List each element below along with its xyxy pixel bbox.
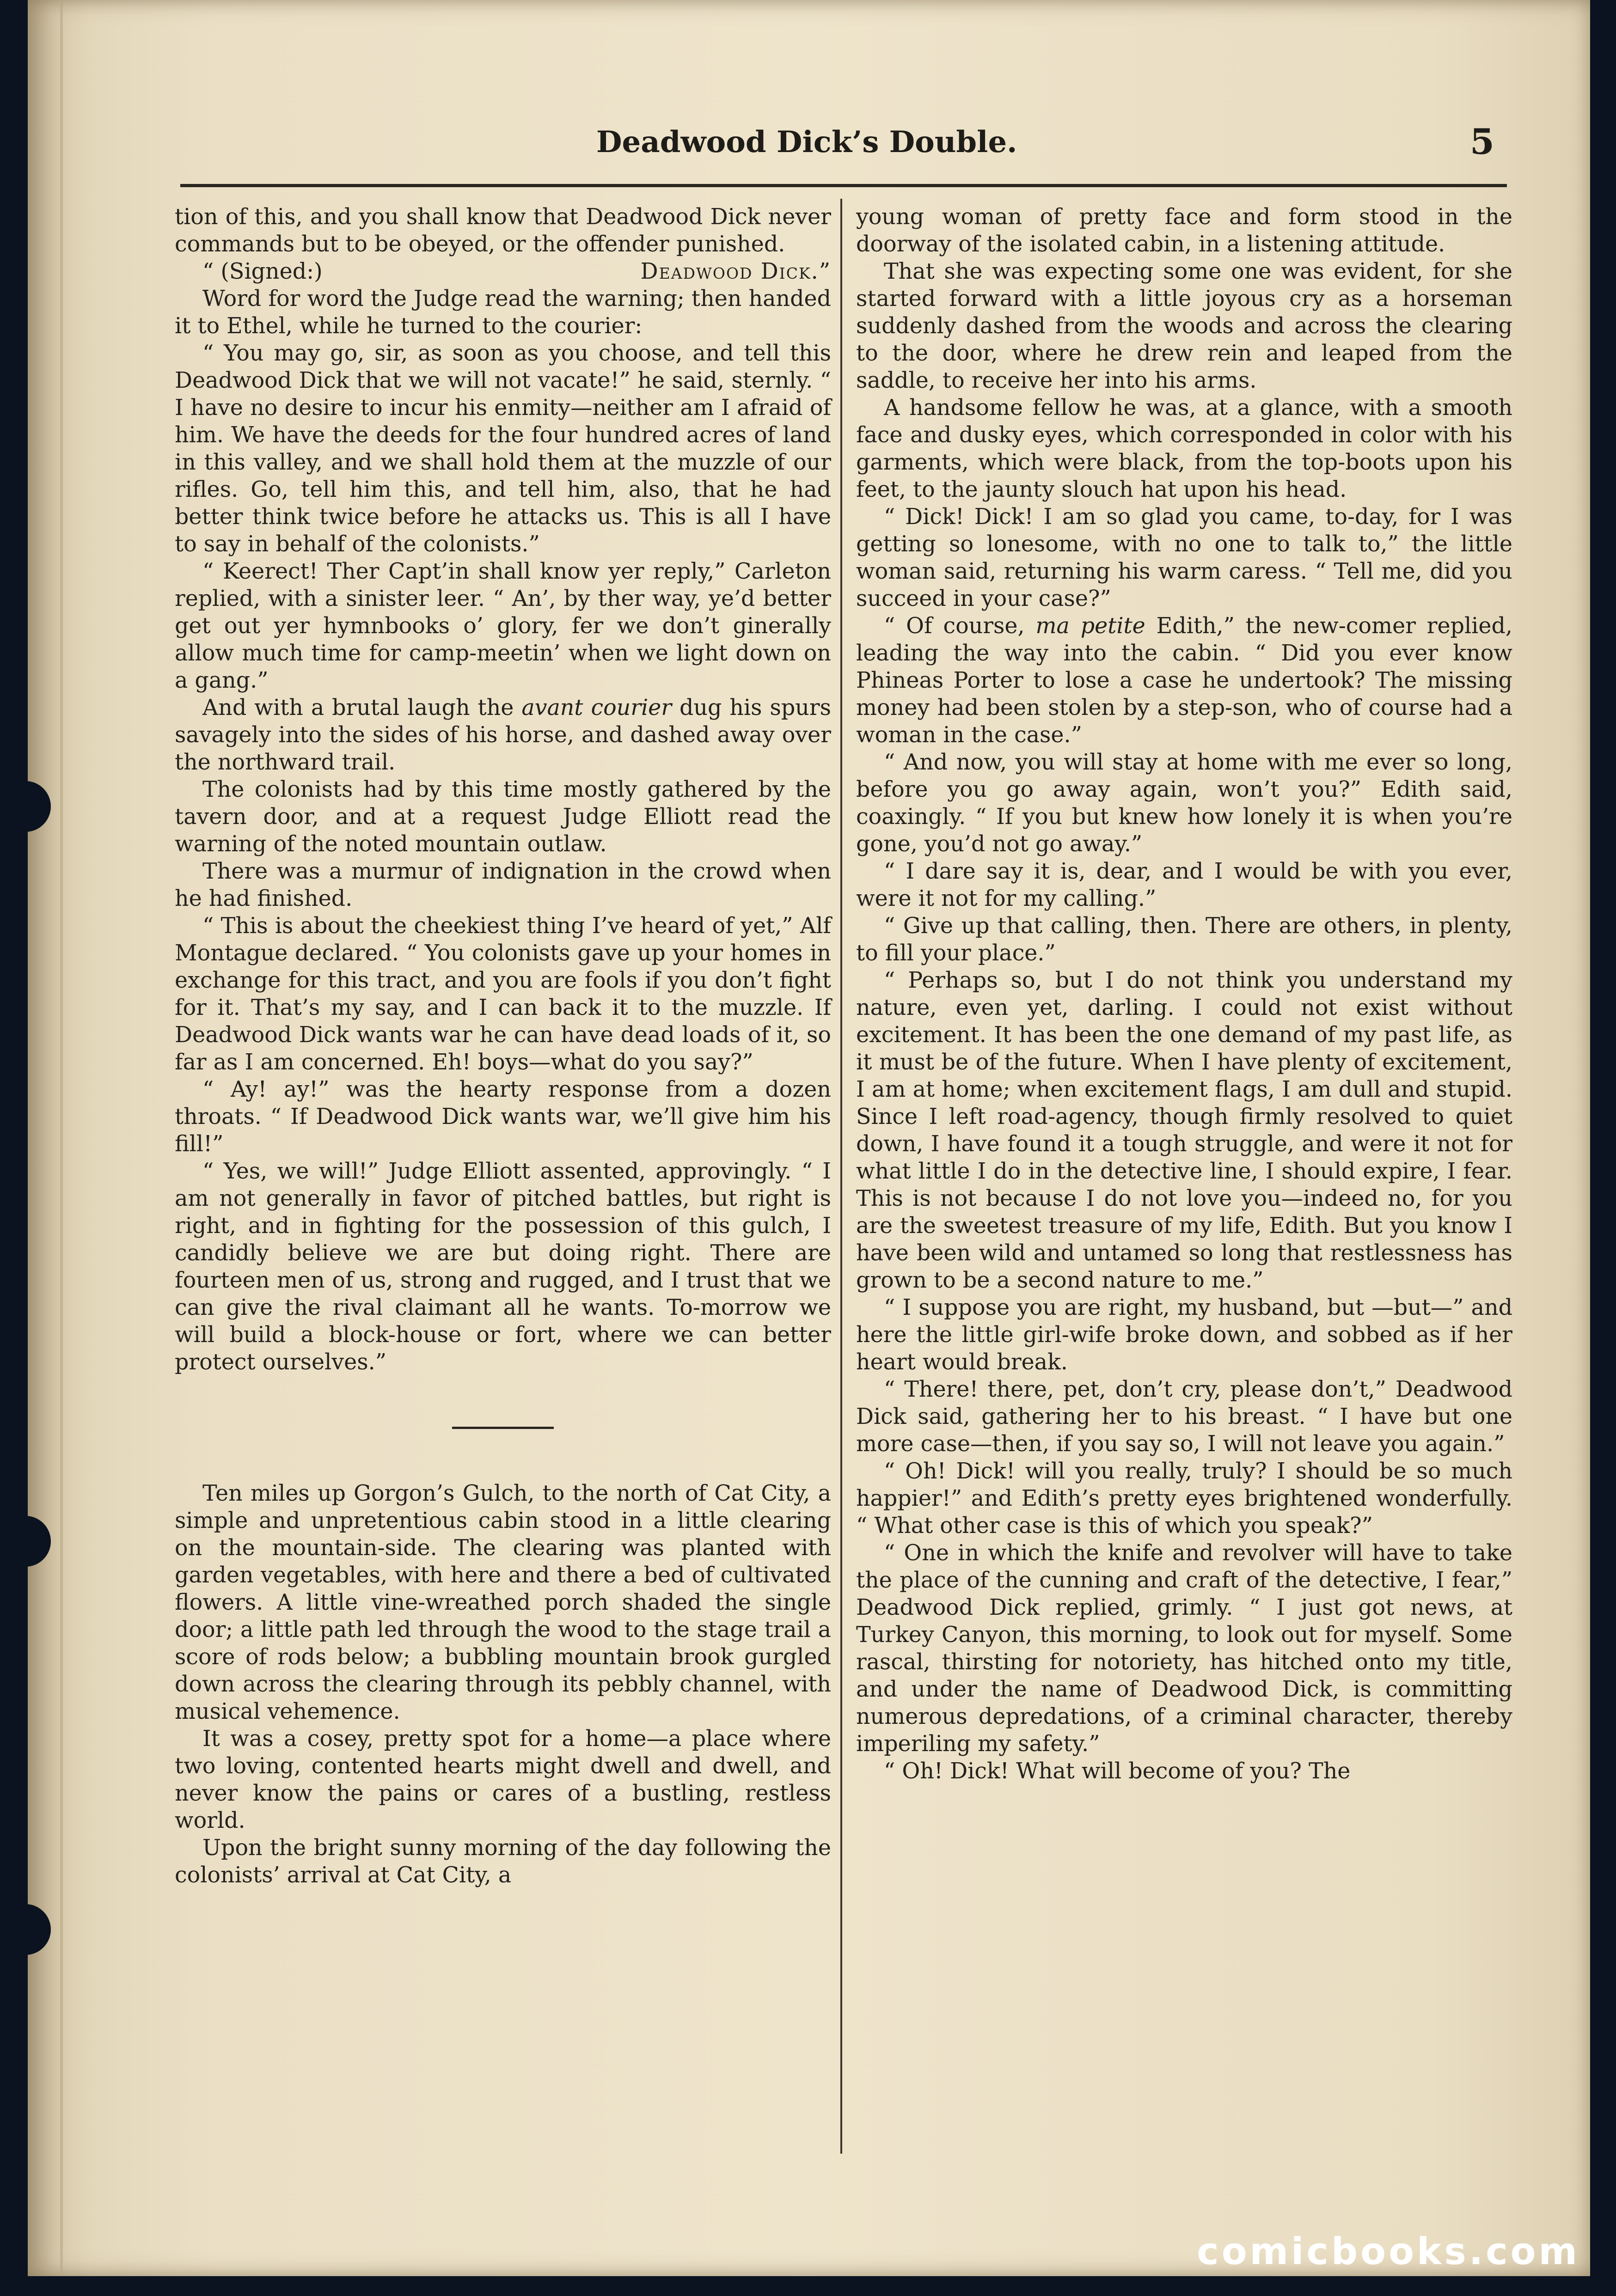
text-run: Edith,” the new-comer replied, leading the way into the cabin. “ Did you ever know Phineas Porter to lose a case he undertook? The missing money had been stolen by a step-son, who of course had a woman in the case.”: [856, 613, 1512, 748]
paragraph: “ I dare say it is, dear, and I would be with you ever, were it not for my calling.”: [856, 859, 1512, 911]
paragraph: young woman of pretty face and form stood in the doorway of the isolated cabin, in a listening attitude.: [856, 204, 1512, 257]
column-divider: [840, 199, 842, 2154]
paragraph: “ Perhaps so, but I do not think you understand my nature, even yet, darling. I could not exist without excitement. It has been the one demand of my past life, as it must be of the future. When I have plenty of excitement, I am at home; when excitement flags, I am dull and stupid. Since I left road-agency, though firmly resolved to quiet down, I have found it a tough struggle, and were it not for what little I do in the detective line, I should expire, I fear. This is not because I do not love you—indeed no, for you are the sweetest treasure of my life, Edith. But you know I have been wild and untamed so long that restlessness has grown to be a second nature to me.”: [856, 968, 1512, 1293]
header-rule: [180, 184, 1507, 187]
right-column: [856, 203, 1512, 1785]
paragraph: It was a cosey, pretty spot for a home—a place where two loving, contented hearts might dwell and dwell, and never know the pains or cares of a bustling, restless world.: [175, 1726, 831, 1833]
paragraph: “ Keerect! Ther Capt’in shall know yer reply,” Carleton replied, with a sinister leer. “ An’, by ther way, ye’d better get out yer hymnbooks o’ glory, fer we don’t ginerally allow much time for camp-meetin’ when we light down on a gang.”: [175, 559, 831, 693]
binding-gutter: [60, 0, 63, 2276]
paragraph: “ Yes, we will!” Judge Elliott assented, approvingly. “ I am not generally in favor of pitched battles, but right is right, and in fighting for the possession of this gulch, I candidly believe we are but doing right. There are fourteen men of us, strong and rugged, and I trust that we can give the rival claimant all he wants. To-morrow we will build a block-house or fort, where we can better protect ourselves.”: [175, 1159, 831, 1375]
binding-stitch-hole: [0, 781, 51, 832]
paragraph: “ One in which the knife and revolver will have to take the place of the cunning and craft of the detective, I fear,” Deadwood Dick replied, grimly. “ I just got news, at Turkey Canyon, this morning, to look out for myself. Some rascal, thirsting for notoriety, has hitched onto my title, and under the name of Deadwood Dick, is committing numerous depredations, of a criminal character, thereby imperiling my safety.”: [856, 1540, 1512, 1757]
binding-stitch-hole: [0, 1516, 51, 1567]
paragraph: “ I suppose you are right, my husband, but —but—” and here the little girl-wife broke down, and sobbed as if her heart would break.: [856, 1295, 1512, 1375]
binding-stitch-hole: [0, 1904, 51, 1955]
paragraph: A handsome fellow he was, at a glance, with a smooth face and dusky eyes, which corresponded in color with his garments, which were black, from the top-boots upon his feet, to the jaunty slouch hat upon his head.: [856, 395, 1512, 502]
section-divider: [452, 1427, 554, 1429]
paragraph: [175, 694, 831, 776]
paragraph: “ Ay! ay!” was the hearty response from a dozen throats. “ If Deadwood Dick wants war, we’ll give him his fill!”: [175, 1077, 831, 1157]
paragraph: “ There! there, pet, don’t cry, please don’t,” Deadwood Dick said, gathering her to his breast. “ I have but one more case—then, if you say so, I will not leave you again.”: [856, 1377, 1512, 1457]
paragraph: Word for word the Judge read the warning; then handed it to Ethel, while he turned to the courier:: [175, 286, 831, 339]
paragraph: There was a murmur of indignation in the crowd when he had finished.: [175, 859, 831, 911]
paragraph: Upon the bright sunny morning of the day following the colonists’ arrival at Cat City, a: [175, 1835, 831, 1888]
italic-phrase: ma petite: [1035, 613, 1145, 639]
paragraph: “ And now, you will stay at home with me ever so long, before you go away again, won’t you?” Edith said, coaxingly. “ If you but knew how lonely it is when you’re gone, you’d not go away.”: [856, 750, 1512, 857]
paragraph: [856, 612, 1512, 749]
paragraph: “ Oh! Dick! What will become of you? The: [884, 1759, 1351, 1784]
paragraph: “ This is about the cheekiest thing I’ve heard of yet,” Alf Montague declared. “ You colonists gave up your homes in exchange for this tract, and you are fools if you don’t fight for it. That’s my say, and I can back it to the muzzle. If Deadwood Dick wants war he can have dead loads of it, so far as I am concerned. Eh! boys—what do you say?”: [175, 913, 831, 1075]
italic-phrase: avant courier: [521, 695, 672, 721]
paragraph: “ Dick! Dick! I am so glad you came, to-day, for I was getting so lonesome, with no one to talk to,” the little woman said, returning his warm caress. “ Tell me, did you succeed in your case?”: [856, 504, 1512, 611]
left-column: [175, 203, 831, 1889]
watermark-logo: comicbooks.com: [1197, 2230, 1580, 2273]
page-number: 5: [1470, 121, 1494, 162]
paragraph: “ Give up that calling, then. There are others, in plenty, to fill your place.”: [856, 913, 1512, 966]
text-run: “ Of course,: [884, 613, 1036, 639]
signature-line: [175, 258, 831, 285]
paragraph: That she was expecting some one was evident, for she started forward with a little joyous cry as a horseman suddenly dashed from the woods and across the clearing to the door, where he drew rein and leaped from the saddle, to receive her into his arms.: [856, 259, 1512, 393]
paragraph: “ Oh! Dick! will you really, truly? I should be so much happier!” and Edith’s pretty eyes brightened wonderfully. “ What other case is this of which you speak?”: [856, 1459, 1512, 1539]
running-title: Deadwood Dick’s Double.: [596, 125, 1017, 159]
signature-name: Deadwood Dick.”: [640, 259, 831, 284]
text-run: And with a brutal laugh the: [202, 695, 522, 721]
signed-label: “ (Signed:): [202, 259, 323, 284]
paragraph: The colonists had by this time mostly gathered by the tavern door, and at a request Judge Elliott read the warning of the noted mountain outlaw.: [175, 777, 831, 857]
paragraph: tion of this, and you shall know that Deadwood Dick never commands but to be obeyed, or the offender punished.: [175, 204, 831, 257]
text-run: dug his spurs savagely into the sides of his horse, and dashed away over the northward trail.: [175, 695, 831, 775]
paragraph: Ten miles up Gorgon’s Gulch, to the north of Cat City, a simple and unpretentious cabin stood in a little clearing on the mountain-side. The clearing was planted with garden vegetables, with here and there a bed of cultivated flowers. A little vine-wreathed porch shaded the single door; a little path led through the wood to the stage trail a score of rods below; a bubbling mountain brook gurgled down across the clearing through its pebbly channel, with musical vehemence.: [175, 1481, 831, 1724]
paragraph: “ You may go, sir, as soon as you choose, and tell this Deadwood Dick that we will not vacate!” he said, sternly. “ I have no desire to incur his enmity—neither am I afraid of him. We have the deeds for the four hundred acres of land in this valley, and we shall hold them at the muzzle of our rifles. Go, tell him this, and tell him, also, that he had better think twice before he attacks us. This is all I have to say in behalf of the colonists.”: [175, 341, 831, 557]
